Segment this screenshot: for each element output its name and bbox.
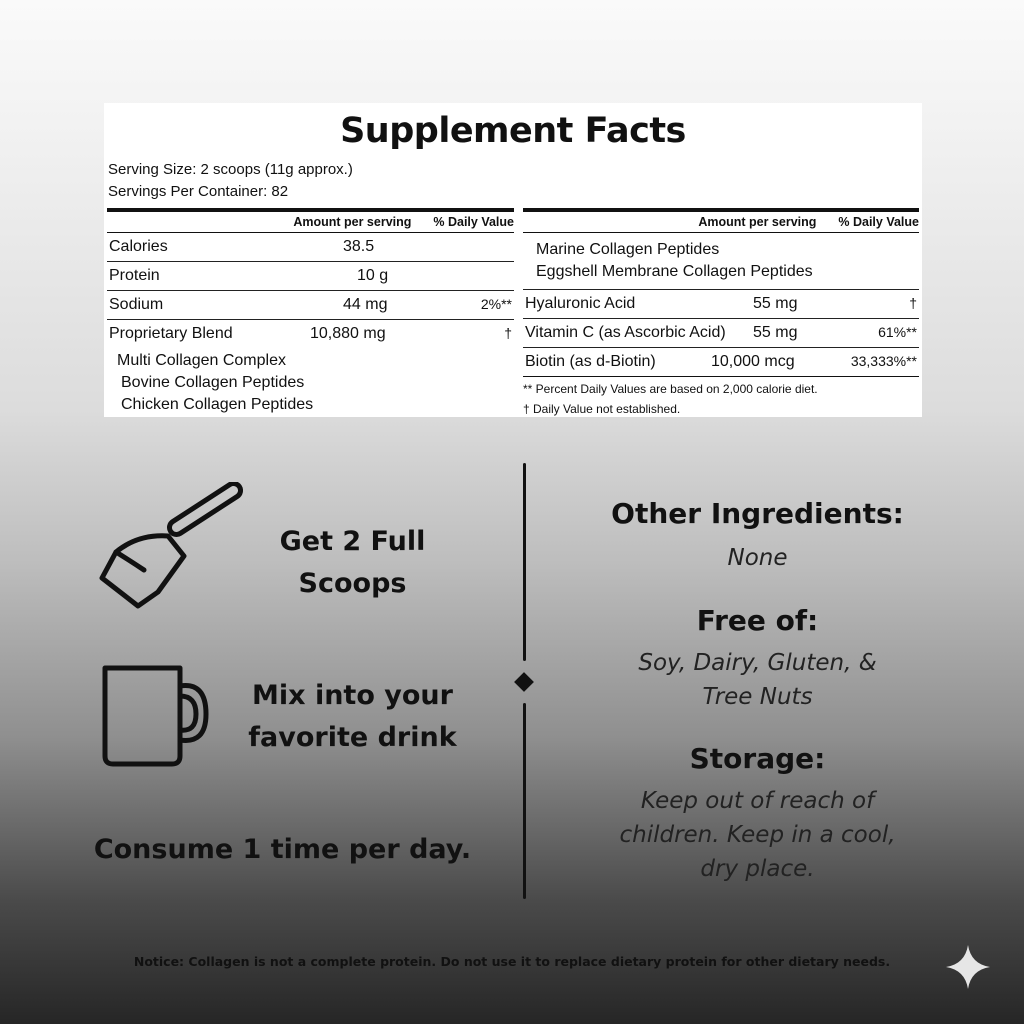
blend-item: Chicken Collagen Peptides: [121, 396, 314, 413]
other-ingredients-value: None: [727, 545, 788, 571]
step-mix-drink-line2: favorite drink: [248, 722, 457, 753]
step-get-scoops-line1: Get 2 Full: [279, 526, 426, 557]
nutrient-daily-value: †: [909, 295, 917, 311]
storage-line1: Keep out of reach of: [640, 788, 875, 814]
nutrient-daily-value: 33,333%**: [850, 353, 917, 369]
mug-icon: [100, 664, 212, 768]
free-of-line2: Tree Nuts: [702, 684, 813, 710]
storage-line3: dry place.: [700, 856, 815, 882]
nutrient-amount: 55 mg: [753, 295, 798, 312]
free-of-list: [560, 646, 955, 714]
free-of-line1: Soy, Dairy, Gluten, &: [638, 650, 877, 676]
daily-value-header: % Daily Value: [433, 215, 514, 229]
nutrient-name: Biotin (as d-Biotin): [525, 353, 656, 370]
step-consume-daily: Consume 1 time per day.: [93, 834, 472, 865]
facts-right-column: [523, 208, 919, 419]
step-mix-drink-line1: Mix into your: [252, 680, 453, 711]
nutrient-row-sodium: [107, 291, 514, 320]
nutrient-row-protein: [107, 262, 514, 291]
nutrient-amount: 44 mg: [343, 296, 388, 313]
blend-item: Bovine Collagen Peptides: [121, 374, 305, 391]
blend-item: Multi Collagen Complex: [117, 352, 286, 369]
nutrient-amount: 38.5: [343, 238, 375, 255]
other-ingredients-heading: Other Ingredients:: [611, 497, 904, 530]
nutrient-row-vitamin-c: [523, 319, 919, 348]
scoop-icon: [98, 482, 243, 612]
footnotes: [523, 377, 919, 419]
nutrient-name: Proprietary Blend: [109, 325, 233, 342]
nutrient-row-biotin: [523, 348, 919, 377]
servings-per-container: Servings Per Container: 82: [108, 183, 289, 200]
blend-item: Eggshell Membrane Collagen Peptides: [536, 263, 813, 280]
footnote-not-established: † Daily Value not established.: [523, 402, 681, 416]
step-mix-drink: [240, 675, 465, 759]
storage-heading: Storage:: [689, 742, 826, 775]
divider-line-bottom: [523, 703, 526, 899]
step-get-scoops: [250, 521, 455, 605]
nutrient-name: Hyaluronic Acid: [525, 295, 636, 312]
storage-line2: children. Keep in a cool,: [619, 822, 896, 848]
free-of-heading: Free of:: [696, 604, 819, 637]
supplement-facts-panel: [104, 103, 922, 417]
nutrient-row-proprietary-blend: [107, 320, 514, 348]
nutrient-row-calories: [107, 233, 514, 262]
nutrient-name: Protein: [109, 267, 160, 284]
blend-item: Marine Collagen Peptides: [536, 241, 720, 258]
amount-header: Amount per serving: [293, 215, 412, 229]
facts-left-header: [107, 212, 514, 233]
nutrient-daily-value: 2%**: [480, 296, 512, 312]
divider-diamond: [514, 672, 534, 692]
nutrient-daily-value: 61%**: [878, 324, 917, 340]
serving-size: Serving Size: 2 scoops (11g approx.): [108, 161, 353, 178]
nutrient-row-hyaluronic-acid: [523, 290, 919, 319]
nutrient-amount: 10,880 mg: [310, 325, 386, 342]
amount-header: Amount per serving: [698, 215, 817, 229]
divider-line-top: [523, 463, 526, 661]
supplement-facts-title: Supplement Facts: [340, 111, 686, 151]
blend-continued-list: [523, 233, 919, 290]
daily-value-header: % Daily Value: [838, 215, 919, 229]
sparkle-icon: [944, 943, 992, 991]
storage-text: [560, 784, 955, 886]
facts-left-column: [107, 208, 514, 416]
nutrient-name: Vitamin C (as Ascorbic Acid): [525, 324, 726, 341]
footnote-daily-values: ** Percent Daily Values are based on 2,000 calorie diet.: [523, 382, 818, 396]
nutrient-amount: 10,000 mcg: [711, 353, 795, 370]
step-get-scoops-line2: Scoops: [298, 568, 407, 599]
nutrient-name: Sodium: [109, 296, 164, 313]
blend-list: [107, 348, 514, 416]
notice-text: Notice: Collagen is not a complete protein. Do not use it to replace dietary protein for other dietary needs.: [133, 954, 891, 969]
nutrient-daily-value: †: [504, 325, 512, 341]
nutrient-amount: 10 g: [357, 267, 389, 284]
nutrient-name: Calories: [109, 238, 168, 255]
nutrient-amount: 55 mg: [753, 324, 798, 341]
facts-right-header: [523, 212, 919, 233]
